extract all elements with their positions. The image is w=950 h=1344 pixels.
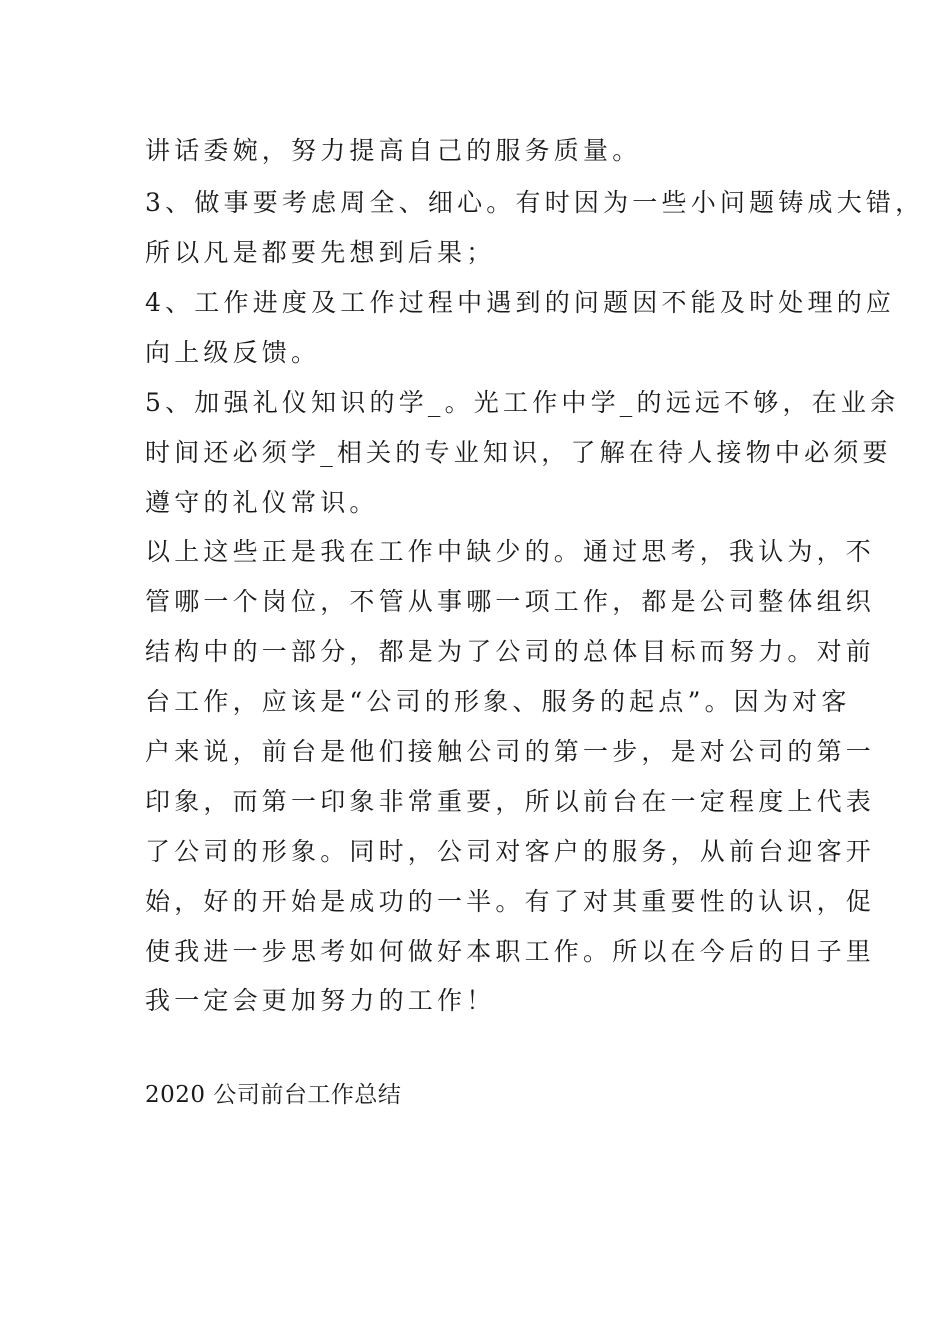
text-line: 向上级反馈。	[145, 338, 321, 367]
text-line: 户来说，前台是他们接触公司的第一步，是对公司的第一	[145, 737, 876, 766]
text-line: 始，好的开始是成功的一半。有了对其重要性的认识，促	[145, 887, 876, 916]
section-title: 2020 公司前台工作总结	[145, 1082, 402, 1108]
text-line: 所以凡是都要先想到后果；	[145, 238, 496, 267]
text-line: 4、工作进度及工作过程中遇到的问题因不能及时处理的应	[145, 288, 896, 317]
text-line: 以上这些正是我在工作中缺少的。通过思考，我认为，不	[145, 537, 876, 566]
text-line: 管哪一个岗位，不管从事哪一项工作，都是公司整体组织	[145, 587, 876, 616]
text-line: 遵守的礼仪常识。	[145, 488, 379, 517]
text-line: 时间还必须学_相关的专业知识，了解在待人接物中必须要	[145, 438, 892, 467]
text-line: 讲话委婉，努力提高自己的服务质量。	[145, 136, 642, 165]
text-line: 3、做事要考虑周全、细心。有时因为一些小问题铸成大错，	[145, 188, 925, 217]
text-line: 5、加强礼仪知识的学_。光工作中学_的远远不够，在业余	[145, 388, 900, 417]
text-line: 我一定会更加努力的工作！	[145, 986, 496, 1015]
text-line: 使我进一步思考如何做好本职工作。所以在今后的日子里	[145, 937, 876, 966]
text-line: 台工作，应该是“公司的形象、服务的起点”。因为对客	[145, 687, 851, 716]
text-line: 了公司的形象。同时，公司对客户的服务，从前台迎客开	[145, 837, 876, 866]
text-line: 结构中的一部分，都是为了公司的总体目标而努力。对前	[145, 637, 876, 666]
text-line: 印象，而第一印象非常重要，所以前台在一定程度上代表	[145, 787, 876, 816]
